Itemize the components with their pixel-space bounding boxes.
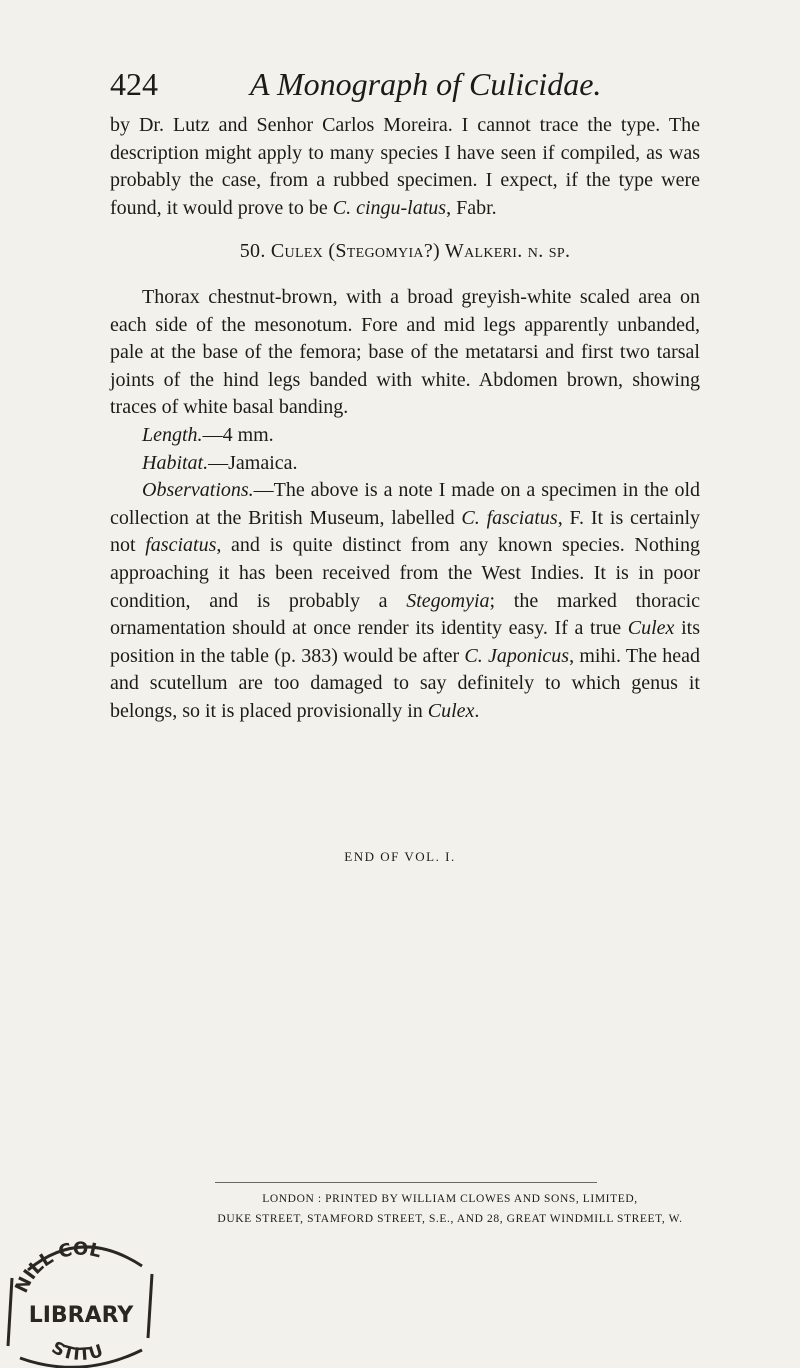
- observations-paragraph: [110, 477, 700, 725]
- observations-italic: C. Japonicus: [464, 644, 570, 667]
- length-line: [110, 422, 700, 450]
- intro-species-name: C. cingu-latus: [332, 196, 447, 219]
- stamp-outer-ring: [8, 1278, 12, 1346]
- stamp-bottom-text: STITU: [48, 1337, 106, 1366]
- observations-text: , F. It is certainly not: [110, 506, 701, 557]
- observations-label: Observations.: [142, 479, 254, 502]
- printer-line-2: DUKE STREET, STAMFORD STREET, S.E., AND 28, GREAT WINDMILL STREET, W.: [217, 1213, 683, 1225]
- habitat-label: Habitat.: [142, 451, 209, 474]
- length-label: Length.: [142, 423, 203, 446]
- intro-paragraph: [110, 112, 700, 222]
- stamp-top-text: NILL COL: [11, 1238, 104, 1297]
- observations-text: its position in the table (p. 383) would be after: [110, 617, 700, 667]
- intro-text-2: , Fabr.: [446, 196, 497, 219]
- printer-line-1: LONDON : PRINTED BY WILLIAM CLOWES AND SONS, LIMITED,: [262, 1193, 638, 1205]
- end-of-volume-note: END OF VOL. I.: [344, 849, 456, 864]
- running-title: A Monograph of Culicidae.: [250, 66, 602, 102]
- observations-text: .: [474, 699, 480, 722]
- length-value: —4 mm.: [202, 423, 274, 446]
- body-text: [110, 112, 700, 725]
- observations-italic: C. fasciatus: [461, 506, 558, 529]
- printer-divider: [215, 1182, 597, 1183]
- description-paragraph: Thorax chestnut-brown, with a broad greyish-white scaled area on each side of the mesonotum. Fore and mid legs apparently unbanded, pale at the base of the femora; base of the metatarsi and first two tarsal joints of the hind legs banded with white. Abdomen brown, showing traces of white basal banding.: [110, 285, 700, 419]
- observations-italic: Culex: [427, 699, 475, 722]
- observations-text: , mihi. The head and scutellum are too damaged to say definitely to which genus it belongs, so it is placed provisionally in: [110, 644, 701, 722]
- observations-italic: Stegomyia: [406, 589, 490, 612]
- page-number: 424: [110, 66, 158, 102]
- stamp-outer-ring: [148, 1274, 152, 1338]
- observations-text: ; the marked thoracic ornamentation should at once render its identity easy. If a true: [110, 589, 701, 640]
- habitat-line: [110, 450, 700, 478]
- species-heading: 50. Culex (Stegomyia?) Walkeri. n. sp.: [239, 240, 571, 263]
- observations-italic: Culex: [627, 617, 675, 640]
- library-stamp: [2, 1230, 160, 1368]
- observations-text: , and is quite distinct from any known species. Nothing approaching it has been received from the West Indies. It is in poor condition, and is probably a: [110, 534, 700, 612]
- printer-imprint: [100, 1189, 800, 1229]
- intro-text-1: by Dr. Lutz and Senhor Carlos Moreira. I cannot trace the type. The description might apply to many species I have seen if compiled, as was probably the case, from a rubbed specimen. I expect, if the type were found, it would prove to be: [110, 114, 700, 219]
- observations-italic: fasciatus: [145, 534, 217, 557]
- running-head: [110, 66, 700, 103]
- stamp-center-text: LIBRARY: [28, 1303, 134, 1328]
- habitat-value: —Jamaica.: [208, 451, 298, 474]
- observations-text: —The above is a note I made on a specimen in the old collection at the British Museum, labelled: [110, 479, 700, 529]
